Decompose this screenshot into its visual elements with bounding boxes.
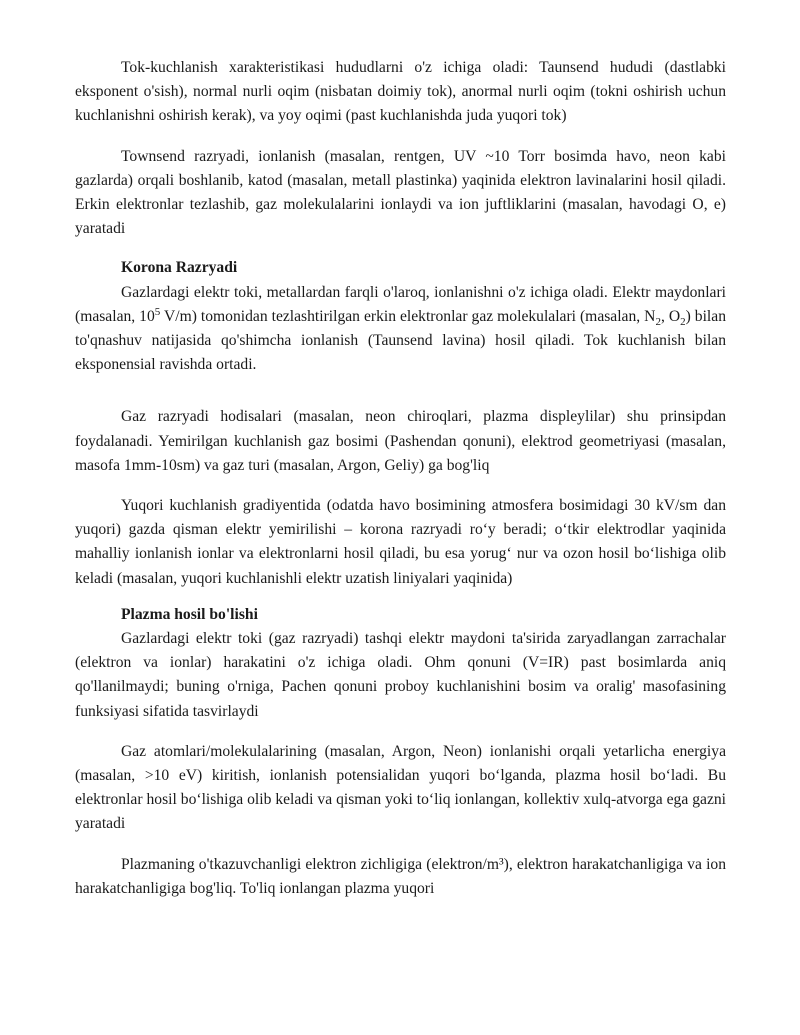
paragraph-plazmaning-otkazuvchanligi: Plazmaning o'tkazuvchanligi elektron zichligiga (elektron/m³), elektron harakatchanligiga va ion harakatchanligiga bog'liq. To'liq ionlangan plazma yuqori: [75, 855, 726, 897]
p3-superscript: 5: [154, 305, 161, 318]
p3-text-4: ) bilan to'qnashuv natijasida qo'shimcha ionlanish (Taunsend lavina) hosil qiladi. Tok kuchlanish bilan eksponensial ravishda ortadi.: [75, 307, 726, 374]
paragraph-townsend: Townsend razryadi, ionlanish (masalan, rentgen, UV ~10 Torr bosimda havo, neon kabi gazlarda) orqali boshlanib, katod (masalan, metall plastinka) yaqinida elektron lavinalarini hosil qiladi. Erkin elektronlar tezlashib, gaz molekulalarini ionlaydi va ion juftliklarini (masalan, havodagi O, e) yaratadi: [75, 147, 726, 238]
p3-text-3: , O: [660, 307, 681, 325]
heading-plazma-hosil-bolishi: Plazma hosil bo'lishi: [121, 605, 258, 623]
paragraph-yuqori-kuchlanish: Yuqori kuchlanish gradiyentida (odatda havo bosimining atmosfera bosimidagi 30 kV/sm dan yuqori) gazda qisman elektr yemirilishi – korona razryadi ro‘y beradi; o‘tkir elektrodlar yaqinida mahalliy ionlanish ionlar va elektronlarni hosil qiladi, bu esa yorug‘ nur va ozon hosil bo‘lishiga olib keladi (masalan, yuqori kuchlanishli elektr uzatish liniyalari yaqinida): [75, 497, 726, 587]
document-page: [75, 56, 726, 901]
p3-subscript-o2: 2: [680, 315, 686, 328]
p3-text-1: Gazlardagi elektr toki, metallardan farqli o'laroq, ionlanishni o'z ichiga oladi. Elektr maydonlari (masalan, 10: [75, 283, 726, 325]
paragraph-gazlardagi-tok: Gazlardagi elektr toki (gaz razryadi) tashqi elektr maydoni ta'sirida zaryadlangan zarrachalar (elektron va ionlar) harakatini o'z ichiga oladi. Ohm qonuni (V=IR) past bosimlarda aniq qo'llanilmaydi; buning o'rniga, Pachen qonuni proboy kuchlanishini bosim va oralig' masofasining funksiyasi sifatida tasvirlaydi: [75, 630, 726, 720]
paragraph-gaz-razryadi-hodisalari: Gaz razryadi hodisalari (masalan, neon chiroqlari, plazma displeylilar) shu prinsipdan foydalanadi. Yemirilgan kuchlanish gaz bosimi (Pashendan qonuni), elektrod geometriyasi (masalan, masofa 1mm-10sm) va gaz turi (masalan, Argon, Geliy) ga bog'liq: [75, 408, 726, 474]
paragraph-gaz-elektr-toki: [75, 281, 726, 378]
paragraph-gaz-atomlari: Gaz atomlari/molekulalarining (masalan, Argon, Neon) ionlanishi orqali yetarlicha energiya (masalan, >10 eV) kiritish, ionlanish potensialidan yuqori bo‘lganda, plazma hosil bo‘ladi. Bu elektronlar hosil bo‘lishiga olib keladi va qisman yoki to‘liq ionlangan, kollektiv xulq-atvorga ega gazni yaratadi: [75, 742, 726, 833]
p3-text-2: V/m) tomonidan tezlashtirilgan erkin elektronlar gaz molekulalari (masalan, N: [160, 307, 656, 325]
p3-subscript-n2: 2: [655, 315, 661, 328]
heading-korona-razryadi: Korona Razryadi: [121, 259, 238, 277]
paragraph-tok-kuchlanish: Tok-kuchlanish xarakteristikasi hududlarni o'z ichiga oladi: Taunsend hududi (dastlabki eksponent o'sish), normal nurli oqim (nisbatan doimiy tok), anormal nurli oqim (tokni oshirish uchun kuchlanishni oshirish kerak), va yoy oqimi (past kuchlanishda juda yuqori tok): [75, 59, 726, 125]
